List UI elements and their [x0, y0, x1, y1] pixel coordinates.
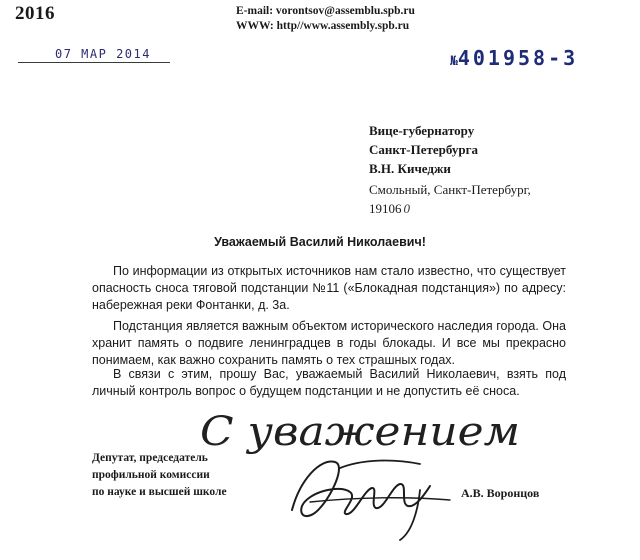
- registration-number: 401958-3: [457, 46, 579, 70]
- number-sign: №: [450, 54, 458, 69]
- body-paragraph-2: Подстанция является важным объектом исторического наследия города. Она хранит память о подвиге ленинградцев в годы блокады. И все мы прекрасно понимаем, как важно сохранить память о тех страшных годах.: [92, 319, 566, 367]
- body-paragraph-1: По информации из открытых источников нам стало известно, что существует опасность сноса тяговой подстанции №11 («Блокадная подстанция») по адресу: набережная реки Фонтанки, д. 3а.: [92, 264, 566, 312]
- closing-text: С уважением: [200, 409, 520, 455]
- signature-icon: [280, 440, 460, 545]
- signer-title-line-3: по науке и высшей школе: [92, 486, 227, 498]
- email-line: E-mail: vorontsov@assemblu.spb.ru: [236, 5, 415, 17]
- recipient-address: [369, 180, 531, 218]
- header-underline: [18, 62, 170, 63]
- recipient-block: [369, 121, 478, 178]
- recipient-city: Санкт-Петербурга: [369, 142, 478, 157]
- contact-block: [236, 4, 415, 34]
- recipient-name: В.Н. Кичеджи: [369, 161, 451, 176]
- address-line-2: [369, 199, 531, 218]
- website-line: WWW: http//www.assembly.spb.ru: [236, 20, 410, 32]
- registration-stamp: [450, 46, 578, 70]
- salutation: Уважаемый Василий Николаевич!: [214, 235, 426, 249]
- address-line-1: Смольный, Санкт-Петербург,: [369, 182, 531, 197]
- handwritten-digit: 0: [403, 201, 410, 216]
- signer-title: [92, 450, 227, 501]
- signer-title-line-1: Депутат, председатель: [92, 452, 208, 464]
- signer-title-line-2: профильной комиссии: [92, 469, 210, 481]
- postal-code: 19106: [369, 201, 402, 216]
- recipient-position: Вице-губернатору: [369, 123, 475, 138]
- date-stamp: 07 MAP 2014: [55, 47, 151, 61]
- document-year: 2016: [15, 3, 55, 24]
- body-paragraph-3: В связи с этим, прошу Вас, уважаемый Василий Николаевич, взять под личный контроль вопрос о будущем подстанции и не допустить её сноса.: [92, 367, 566, 398]
- signer-name: А.В. Воронцов: [461, 486, 540, 500]
